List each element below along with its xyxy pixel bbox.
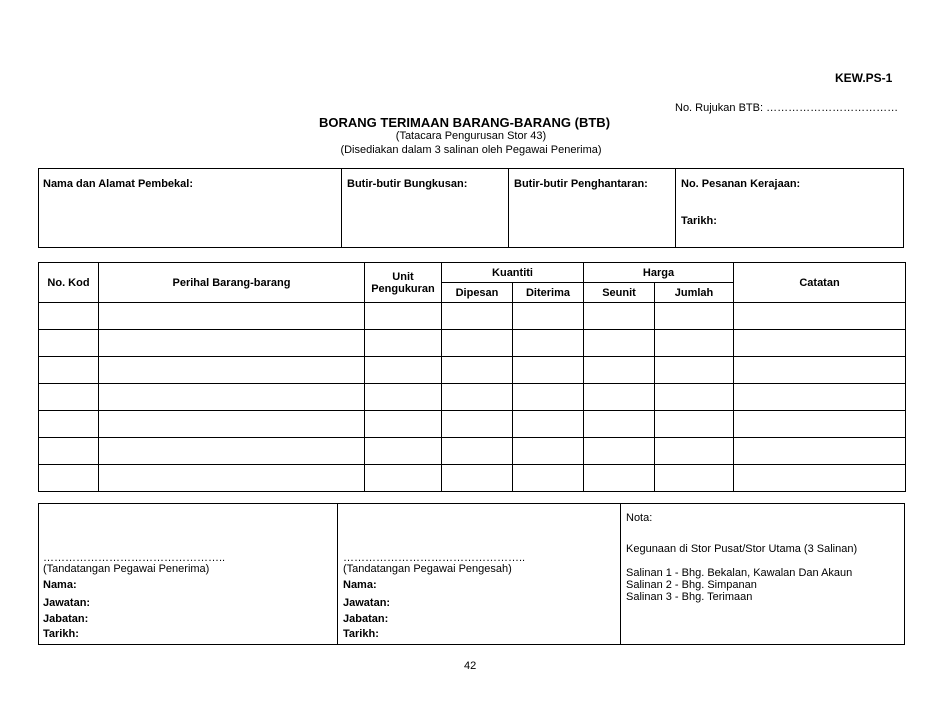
subtitle-procedure-text: (Tatacara Pengurusan Stor 43) — [395, 130, 547, 142]
note-copy-2: Salinan 2 - Bhg. Simpanan — [626, 579, 757, 591]
header-total: Jumlah — [655, 283, 734, 303]
table-row — [39, 438, 906, 465]
reference-number-label: No. Rujukan BTB: ……………………………… — [675, 102, 899, 114]
signature-box — [38, 503, 905, 645]
approver-position-label: Jawatan: — [343, 597, 391, 609]
supplier-details-box — [38, 168, 904, 248]
header-unit-of-measure — [365, 263, 442, 303]
header-unit-price: Seunit — [584, 283, 655, 303]
header-unit-line1: Unit — [392, 270, 414, 283]
approver-date-label: Tarikh: — [343, 628, 379, 640]
divider — [675, 169, 676, 247]
table-row — [39, 303, 906, 330]
receiver-signature-line: ………………………………………….. — [43, 552, 226, 564]
delivery-details-label: Butir-butir Penghantaran: — [514, 178, 648, 190]
header-unit-line2: Pengukuran — [371, 282, 435, 295]
divider — [341, 169, 342, 247]
divider — [508, 169, 509, 247]
package-details-label: Butir-butir Bungkusan: — [347, 178, 468, 190]
table-row — [39, 330, 906, 357]
page-title: BORANG TERIMAAN BARANG-BARANG (BTB) — [319, 115, 611, 130]
header-price: Harga — [584, 263, 734, 283]
government-order-label: No. Pesanan Kerajaan: — [681, 178, 801, 190]
divider — [337, 504, 338, 644]
receiver-position-label: Jawatan: — [43, 597, 91, 609]
note-title: Nota: — [626, 512, 653, 524]
subtitle-procedure — [0, 130, 942, 142]
page-number: 42 — [464, 660, 477, 672]
approver-signature-line: ………………………………………….. — [343, 552, 526, 564]
note-copy-1: Salinan 1 - Bhg. Bekalan, Kawalan Dan Akaun — [626, 567, 853, 579]
table-row — [39, 465, 906, 492]
header-description: Perihal Barang-barang — [99, 263, 365, 303]
table-row — [39, 384, 906, 411]
note-copy-3: Salinan 3 - Bhg. Terimaan — [626, 591, 753, 603]
approver-name-label: Nama: — [343, 579, 377, 591]
divider — [620, 504, 621, 644]
items-table — [38, 262, 906, 492]
table-row — [39, 411, 906, 438]
header-ordered: Dipesan — [442, 283, 513, 303]
approver-signature-label: (Tandatangan Pegawai Pengesah) — [343, 563, 512, 575]
approver-department-label: Jabatan: — [343, 613, 389, 625]
subtitle-copies — [0, 144, 942, 156]
order-date-label: Tarikh: — [681, 215, 717, 227]
receiver-date-label: Tarikh: — [43, 628, 79, 640]
receiver-department-label: Jabatan: — [43, 613, 89, 625]
header-remarks: Catatan — [734, 263, 906, 303]
header-received: Diterima — [513, 283, 584, 303]
header-code: No. Kod — [39, 263, 99, 303]
note-usage: Kegunaan di Stor Pusat/Stor Utama (3 Salinan) — [626, 543, 858, 555]
header-quantity: Kuantiti — [442, 263, 584, 283]
subtitle-copies-text: (Disediakan dalam 3 salinan oleh Pegawai Penerima) — [340, 144, 602, 156]
table-row — [39, 357, 906, 384]
form-code: KEW.PS-1 — [835, 71, 893, 85]
receiver-signature-label: (Tandatangan Pegawai Penerima) — [43, 563, 210, 575]
receiver-name-label: Nama: — [43, 579, 77, 591]
supplier-name-address-label: Nama dan Alamat Pembekal: — [43, 178, 193, 190]
